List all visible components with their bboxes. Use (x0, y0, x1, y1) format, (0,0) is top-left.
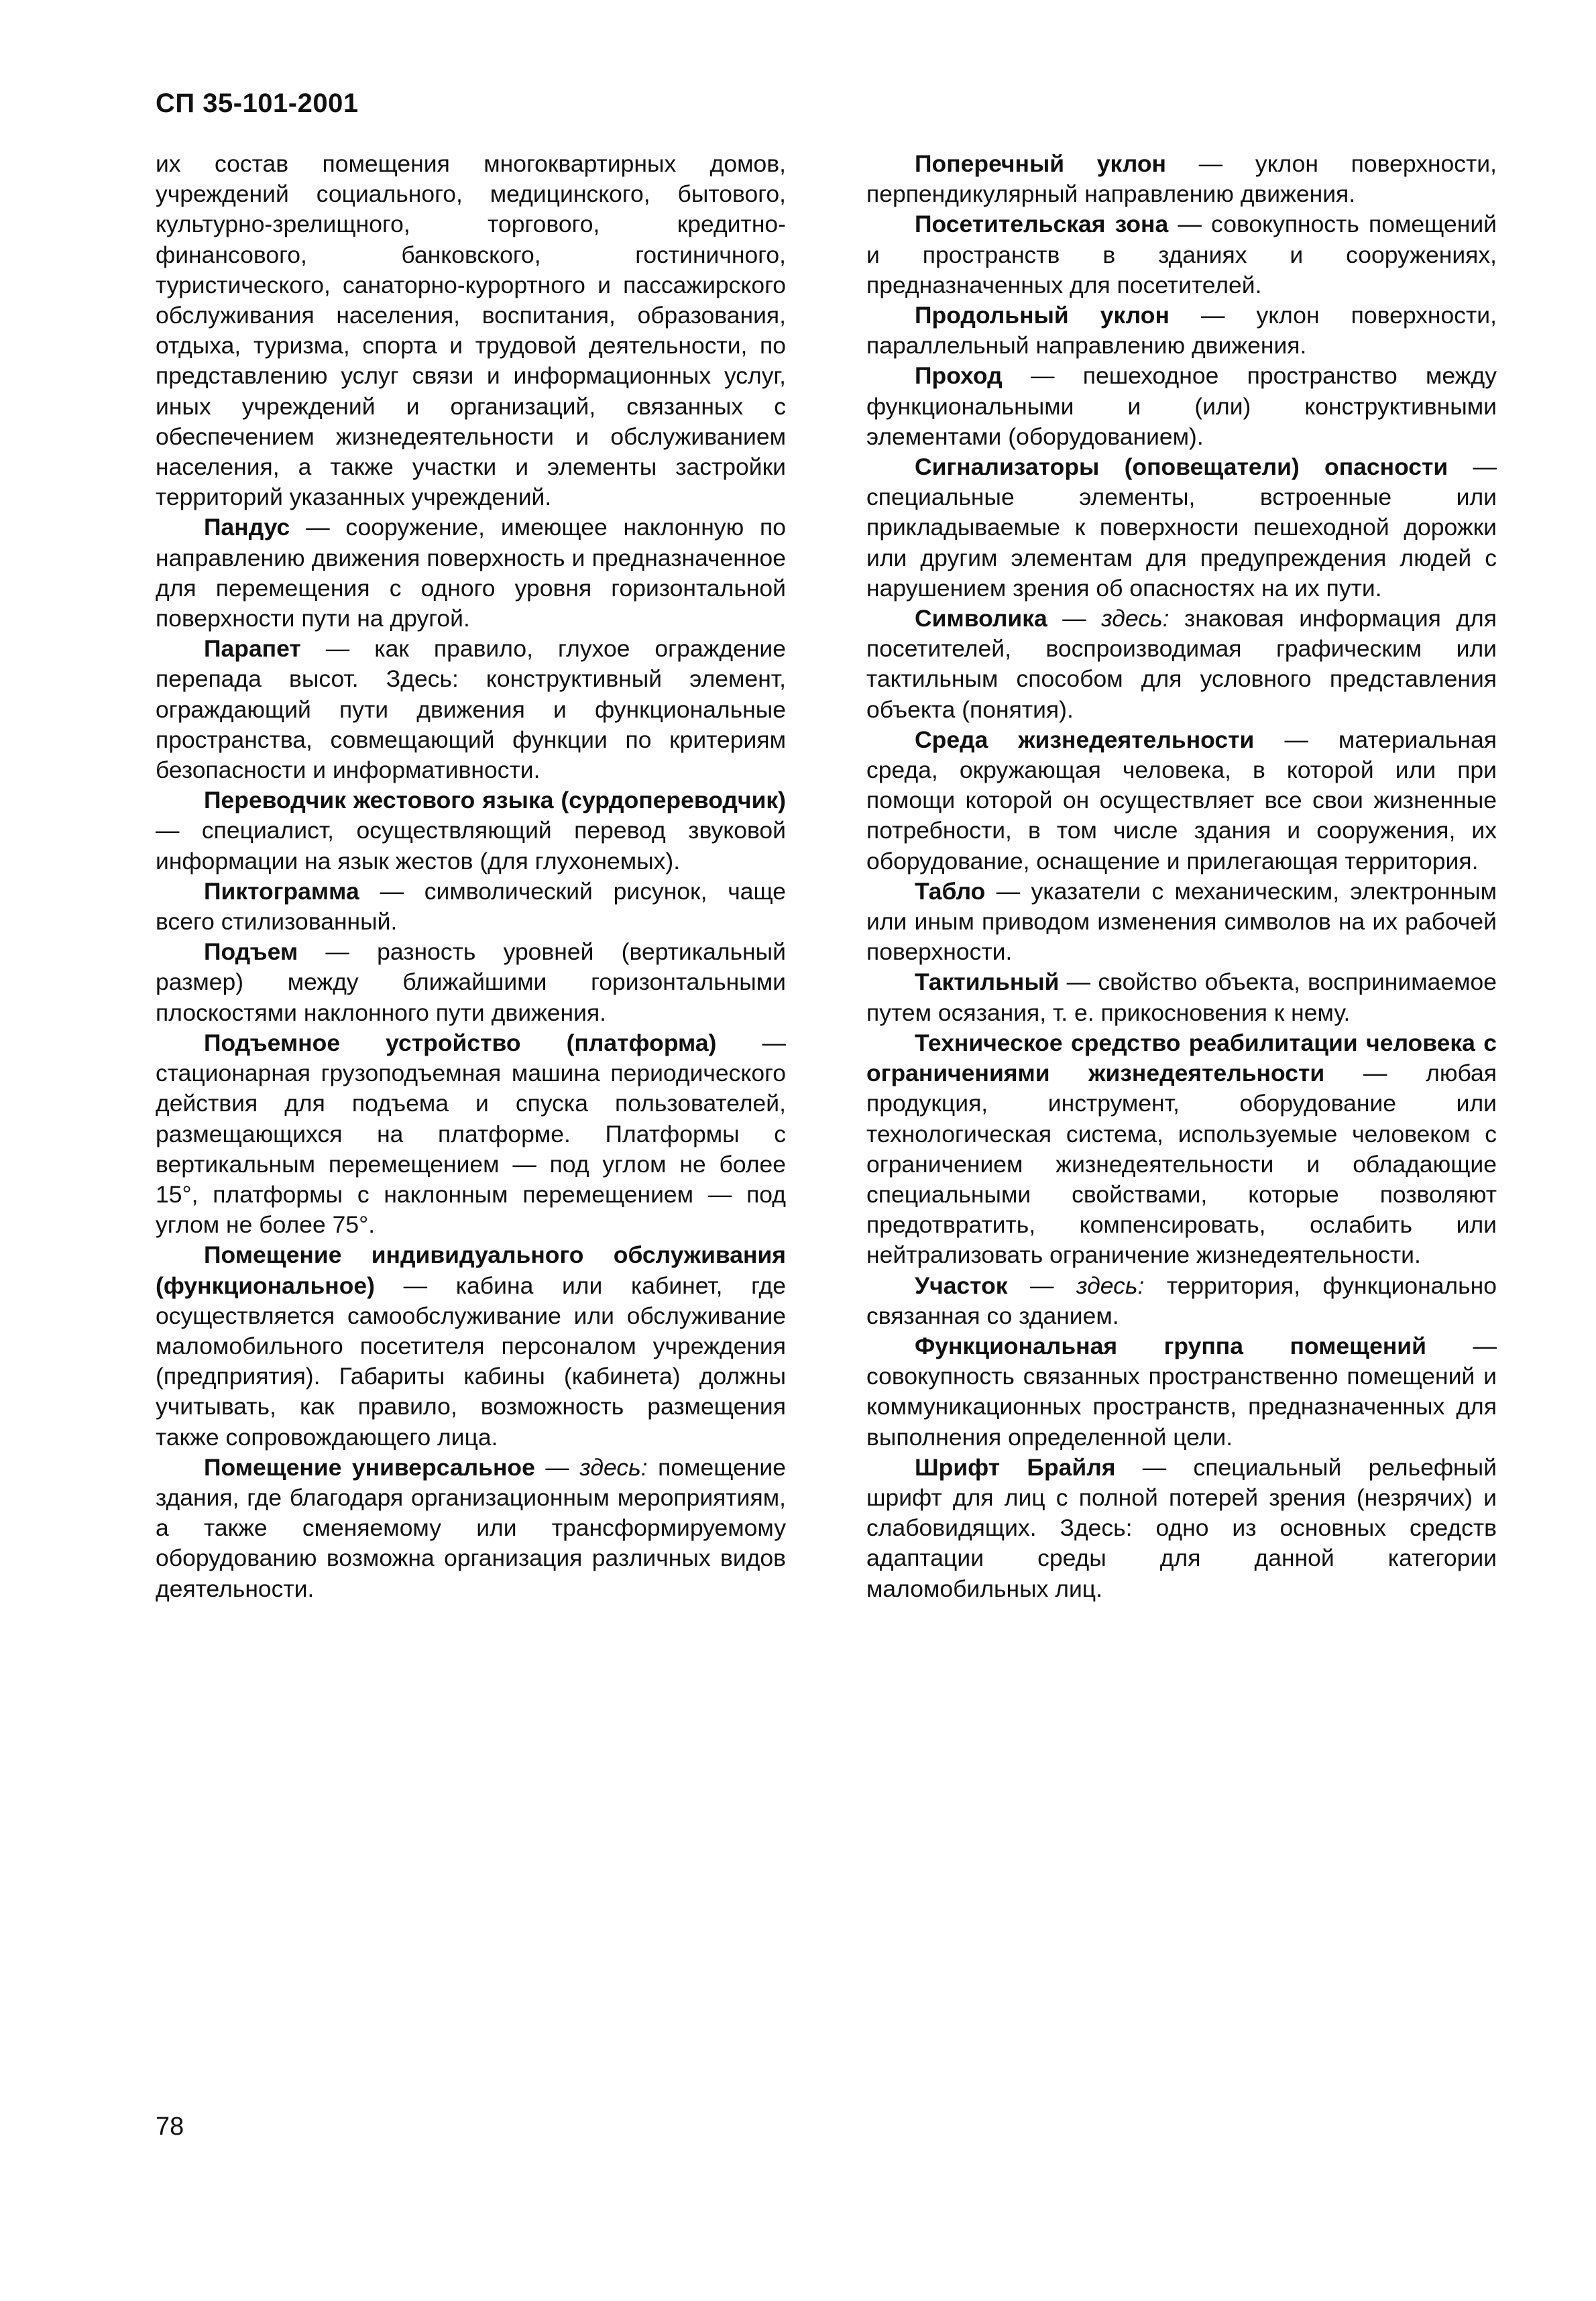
definition-text: их состав помещения многоквартирных домов, учреждений социального, медицинского, бытового, культурно-зрелищного, торгового, кредитно-финансового, банковского, гостиничного, туристического, санаторно-курортного и пассажирского обслуживания населения, воспитания, образования, отдыха, туризма, спорта и трудовой деятельности, по представлению услуг связи и информационных услуг, иных учреждений и организаций, связанных с обеспечением жизнедеятельности и обслуживанием населения, а также участки и элементы застройки территорий указанных учреждений. (156, 150, 786, 511)
definition-separator: — (1002, 362, 1083, 390)
definition-paragraph (156, 1453, 786, 1604)
definition-text: совокупность помещений и пространств в зданиях и сооружениях, предназначенных для посетителей. (866, 211, 1497, 298)
definition-separator: — (1254, 726, 1338, 753)
definition-term: Посетительская зона (915, 211, 1169, 238)
definition-paragraph (866, 967, 1497, 1027)
definition-paragraph (866, 1453, 1497, 1604)
definition-paragraph (866, 149, 1497, 209)
definition-separator: — (298, 938, 378, 966)
definition-term: Помещение индивидуального обслуживания (функциональное) (156, 1241, 786, 1299)
definition-paragraph (866, 1331, 1497, 1453)
definition-term: Продольный уклон (915, 302, 1170, 329)
definition-text: любая продукция, инструмент, оборудование или технологическая система, используемые человеком с ограничением жизнедеятельности и обладающие специальными свойствами, которые позволяют предотвратить, компенсировать, ослабить или нейтрализовать ограничение жизнедеятельности. (866, 1060, 1497, 1269)
left-column (156, 149, 786, 1604)
definition-text: свойство объекта, воспринимаемое путем осязания, т. е. прикосновения к нему. (866, 968, 1497, 1026)
definition-paragraph (156, 1240, 786, 1452)
definition-separator: — (1169, 302, 1257, 329)
definition-text: кабина или кабинет, где осуществляется самообслуживание или обслуживание маломобильного посетителя персоналом учреждения (предприятия). Габариты кабины (кабинета) должны учитывать, как правило, возможность размещения также сопровождающего лица. (156, 1272, 786, 1451)
definition-term: Тактильный (915, 968, 1060, 996)
definition-separator: — (290, 514, 346, 541)
definition-term: Участок (915, 1272, 1008, 1299)
definition-term: Помещение универсальное (204, 1453, 535, 1481)
definition-separator: — (1324, 1060, 1426, 1087)
definition-term: Табло (915, 877, 986, 905)
definition-term: Парапет (204, 635, 301, 663)
definition-term: Подъемное устройство (платформа) (204, 1029, 717, 1056)
definition-paragraph (866, 300, 1497, 361)
definition-text: помещение здания, где благодаря организационным мероприятиям, а также сменяемому или трансформируемому оборудованию возможна организация различных видов деятельности. (156, 1453, 786, 1602)
definition-paragraph (156, 937, 786, 1028)
definition-term: Проход (915, 362, 1003, 390)
definition-text: символический рисунок, чаще всего стилизованный. (156, 877, 786, 936)
definition-text: уклон поверхности, перпендикулярный направлению движения. (866, 150, 1497, 208)
definition-separator: — (300, 635, 375, 663)
definition-paragraph (156, 149, 786, 512)
definition-separator: — (534, 1453, 580, 1481)
definition-paragraph (866, 877, 1497, 968)
definition-text: как правило, глухое ограждение перепада высот. Здесь: конструктивный элемент, ограждающий пути движения и функциональные пространства, совмещающий функции по критериям безопасности и информативности. (156, 635, 786, 784)
definition-term: Среда жизнедеятельности (915, 726, 1255, 753)
definition-separator: — (1165, 150, 1255, 177)
definition-paragraph (156, 877, 786, 937)
definition-separator: — (1168, 211, 1212, 238)
definition-separator: — (1448, 453, 1497, 481)
definition-paragraph (866, 209, 1497, 300)
definition-separator: — (985, 877, 1031, 905)
definition-paragraph (866, 361, 1497, 452)
definition-paragraph (156, 512, 786, 634)
definition-separator: — (1115, 1453, 1194, 1481)
definition-separator: — (1047, 605, 1102, 632)
definition-text: сооружение, имеющее наклонную по направлению движения поверхность и предназначенное для перемещения с одного уровня горизонтальной поверхности пути на другой. (156, 514, 786, 632)
definition-paragraph (866, 1271, 1497, 1331)
definition-separator: — (716, 1029, 786, 1056)
page-number: 78 (156, 2113, 184, 2141)
definition-paragraph (866, 1028, 1497, 1271)
definition-paragraph (866, 604, 1497, 725)
definition-term: Пандус (204, 514, 290, 541)
document-code-header: СП 35-101-2001 (156, 89, 359, 118)
definition-emphasis: здесь: (579, 1453, 648, 1481)
definition-text: пешеходное пространство между функциональными и (или) конструктивными элементами (оборудованием). (866, 362, 1497, 450)
definition-paragraph (156, 634, 786, 785)
definition-term: Техническое средство реабилитации человека с ограничениями жизнедеятельности (866, 1029, 1497, 1087)
definition-text: совокупность связанных пространственно помещений и коммуникационных пространств, предназначенных для выполнения определенной цели. (866, 1363, 1497, 1451)
definition-paragraph (156, 785, 786, 877)
definition-paragraph (156, 1028, 786, 1240)
definition-term: Функциональная группа помещений (915, 1332, 1426, 1359)
definition-text: разность уровней (вертикальный размер) между ближайшими горизонтальными плоскостями наклонного пути движения. (156, 938, 786, 1026)
definition-separator: — (1007, 1272, 1076, 1299)
definition-separator: — (359, 877, 424, 905)
definition-term: Сигнализаторы (оповещатели) опасности (915, 453, 1448, 481)
definition-term: Шрифт Брайля (915, 1453, 1116, 1481)
definition-separator: — (1426, 1332, 1497, 1359)
definition-paragraph (866, 725, 1497, 877)
definition-term: Пиктограмма (204, 877, 359, 905)
definition-emphasis: здесь: (1101, 605, 1170, 632)
definition-emphasis: здесь: (1076, 1272, 1145, 1299)
definition-text: специальный рельефный шрифт для лиц с полной потерей зрения (незрячих) и слабовидящих. Здесь: одно из основных средств адаптации среды для данной категории маломобильных лиц. (866, 1453, 1497, 1602)
definition-term: Переводчик жестового языка (сурдопереводчик) (204, 787, 786, 814)
definition-term: Символика (915, 605, 1047, 632)
definition-separator: — (374, 1272, 456, 1299)
right-column (866, 149, 1497, 1604)
definition-separator: — (156, 817, 202, 844)
definition-term: Подъем (204, 938, 298, 966)
definition-text: уклон поверхности, параллельный направлению движения. (866, 302, 1497, 359)
definition-text: указатели с механическим, электронным или иным приводом изменения символов на их рабочей поверхности. (866, 877, 1497, 966)
definition-text: стационарная грузоподъемная машина периодического действия для подъема и спуска пользователей, размещающихся на платформе. Платформы с вертикальным перемещением — под углом не более 15°, платформы с наклонным перемещением — под углом не более 75°. (156, 1060, 786, 1239)
definition-text: специальные элементы, встроенные или прикладываемые к поверхности пешеходной дорожки или другим элементам для предупреждения людей с нарушением зрения об опасностях на их пути. (866, 484, 1497, 602)
definition-separator: — (1059, 968, 1098, 996)
definition-text: материальная среда, окружающая человека, в которой или при помощи которой он осуществляет все свои жизненные потребности, в том числе здания и сооружения, их оборудование, оснащение и прилегающая территория. (866, 726, 1497, 875)
definition-term: Поперечный уклон (915, 150, 1166, 177)
definition-text: территория, функционально связанная со зданием. (866, 1272, 1497, 1329)
definition-text: знаковая информация для посетителей, воспроизводимая графическим или тактильным способом для условного представления объекта (понятия). (866, 605, 1497, 723)
definition-paragraph (866, 452, 1497, 604)
definition-text: специалист, осуществляющий перевод звуковой информации на язык жестов (для глухонемых). (156, 817, 786, 875)
